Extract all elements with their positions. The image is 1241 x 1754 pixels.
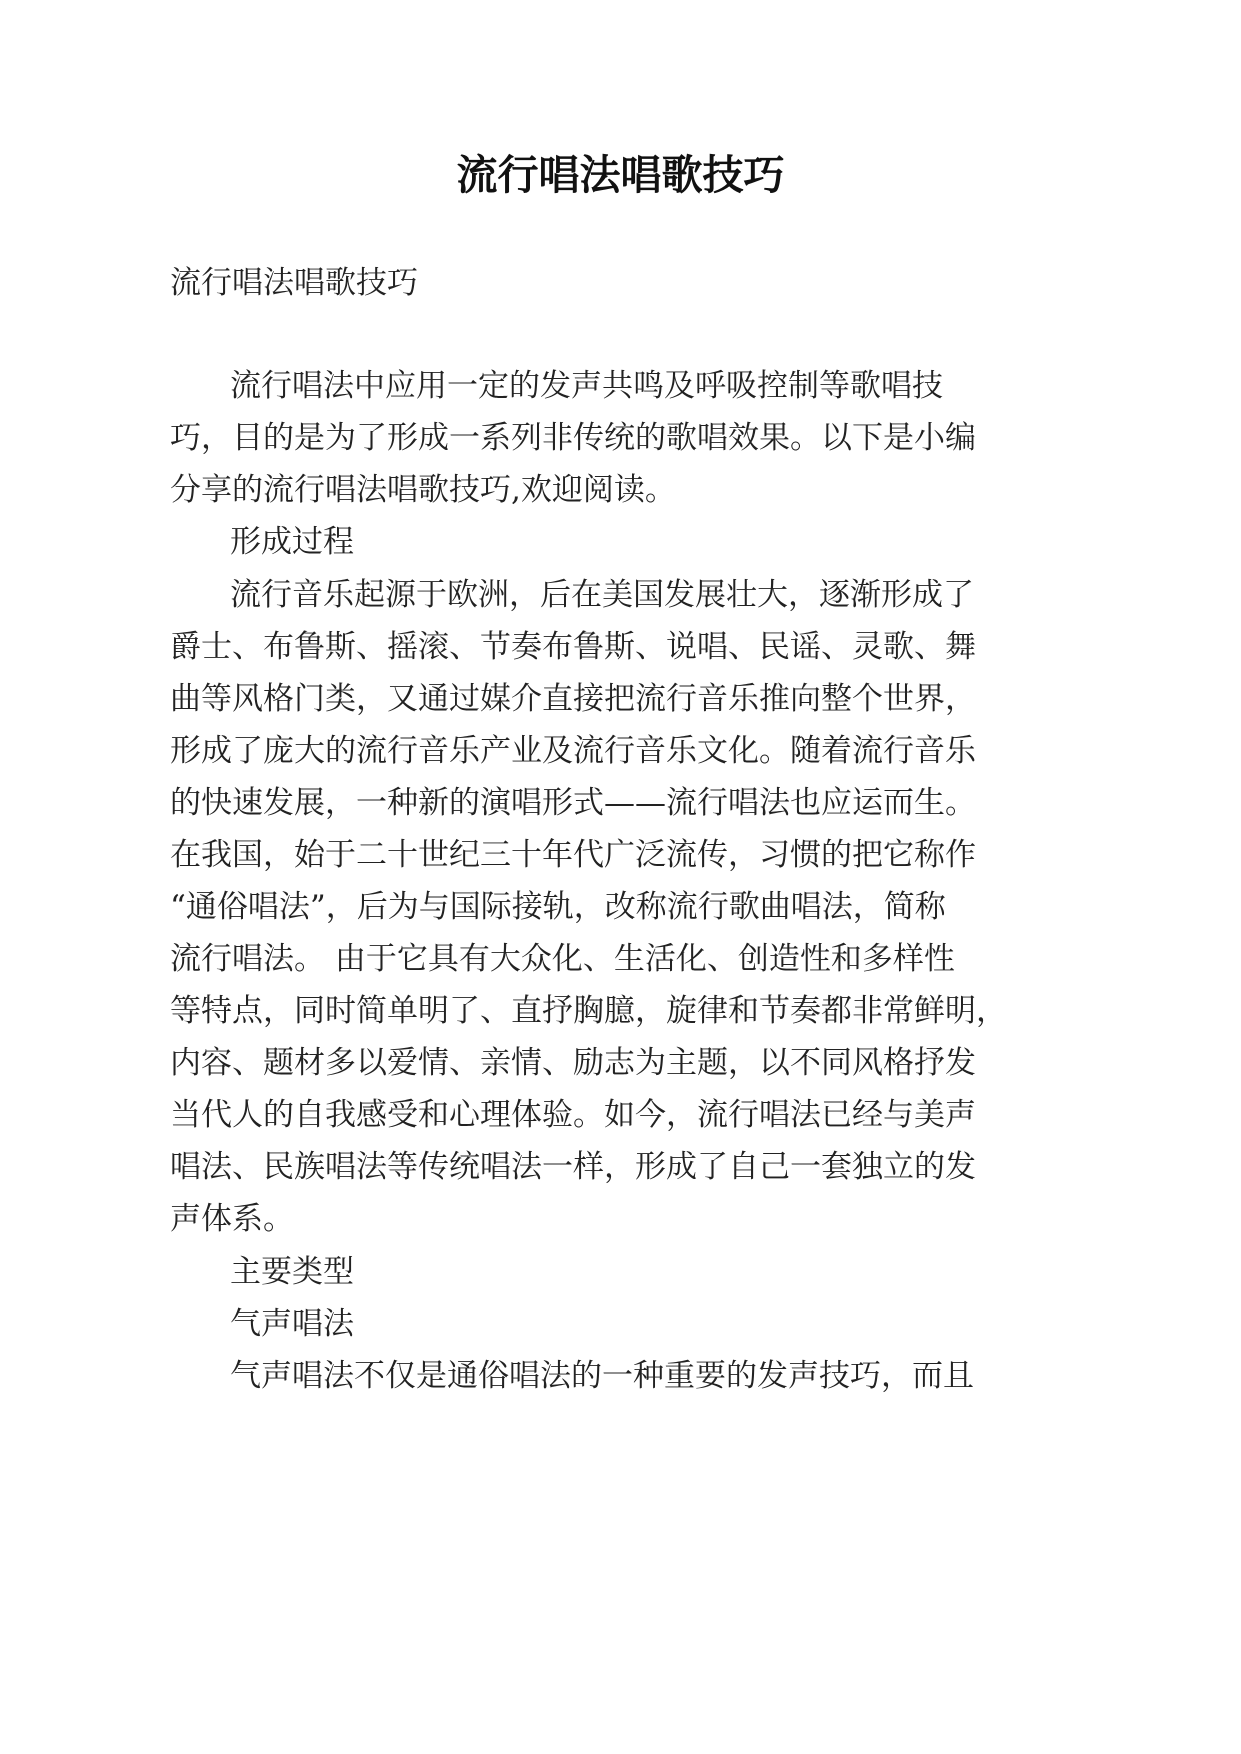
section-heading-formation: 形成过程: [230, 524, 354, 560]
body-text-line: 分享的流行唱法唱歌技巧,欢迎阅读。: [170, 472, 676, 508]
body-text-line: 内容、题材多以爱情、亲情、励志为主题，以不同风格抒发: [170, 1045, 976, 1081]
document-subtitle: 流行唱法唱歌技巧: [170, 265, 418, 301]
body-text-line: 形成了庞大的流行音乐产业及流行音乐文化。随着流行音乐: [170, 733, 976, 769]
page-title: 流行唱法唱歌技巧: [456, 151, 785, 199]
body-text-line: 流行音乐起源于欧洲，后在美国发展壮大，逐渐形成了: [230, 577, 974, 613]
body-text-line: 巧，目的是为了形成一系列非传统的歌唱效果。以下是小编: [170, 420, 976, 456]
section-heading-types: 主要类型: [230, 1254, 354, 1290]
body-text-line: 气声唱法不仅是通俗唱法的一种重要的发声技巧，而且: [230, 1358, 974, 1394]
section-heading-breathy: 气声唱法: [230, 1306, 354, 1342]
body-text-line: 流行唱法。 由于它具有大众化、生活化、创造性和多样性: [170, 941, 955, 977]
body-text-line: 当代人的自我感受和心理体验。如今，流行唱法已经与美声: [170, 1097, 976, 1133]
body-text-line: 的快速发展，一种新的演唱形式——流行唱法也应运而生。: [170, 785, 976, 821]
body-text-line: 流行唱法中应用一定的发声共鸣及呼吸控制等歌唱技: [230, 368, 943, 404]
body-text-line: 在我国，始于二十世纪三十年代广泛流传，习惯的把它称作: [170, 837, 976, 873]
body-text-line: 爵士、布鲁斯、摇滚、节奏布鲁斯、说唱、民谣、灵歌、舞: [170, 629, 976, 665]
body-text-line: 声体系。: [170, 1201, 294, 1237]
body-text-line: 唱法、民族唱法等传统唱法一样，形成了自己一套独立的发: [170, 1149, 976, 1185]
body-text-line: “通俗唱法”，后为与国际接轨，改称流行歌曲唱法，简称: [170, 889, 946, 925]
body-text-line: 等特点，同时简单明了、直抒胸臆，旋律和节奏都非常鲜明，: [170, 993, 1007, 1029]
body-text-line: 曲等风格门类，又通过媒介直接把流行音乐推向整个世界，: [170, 681, 976, 717]
